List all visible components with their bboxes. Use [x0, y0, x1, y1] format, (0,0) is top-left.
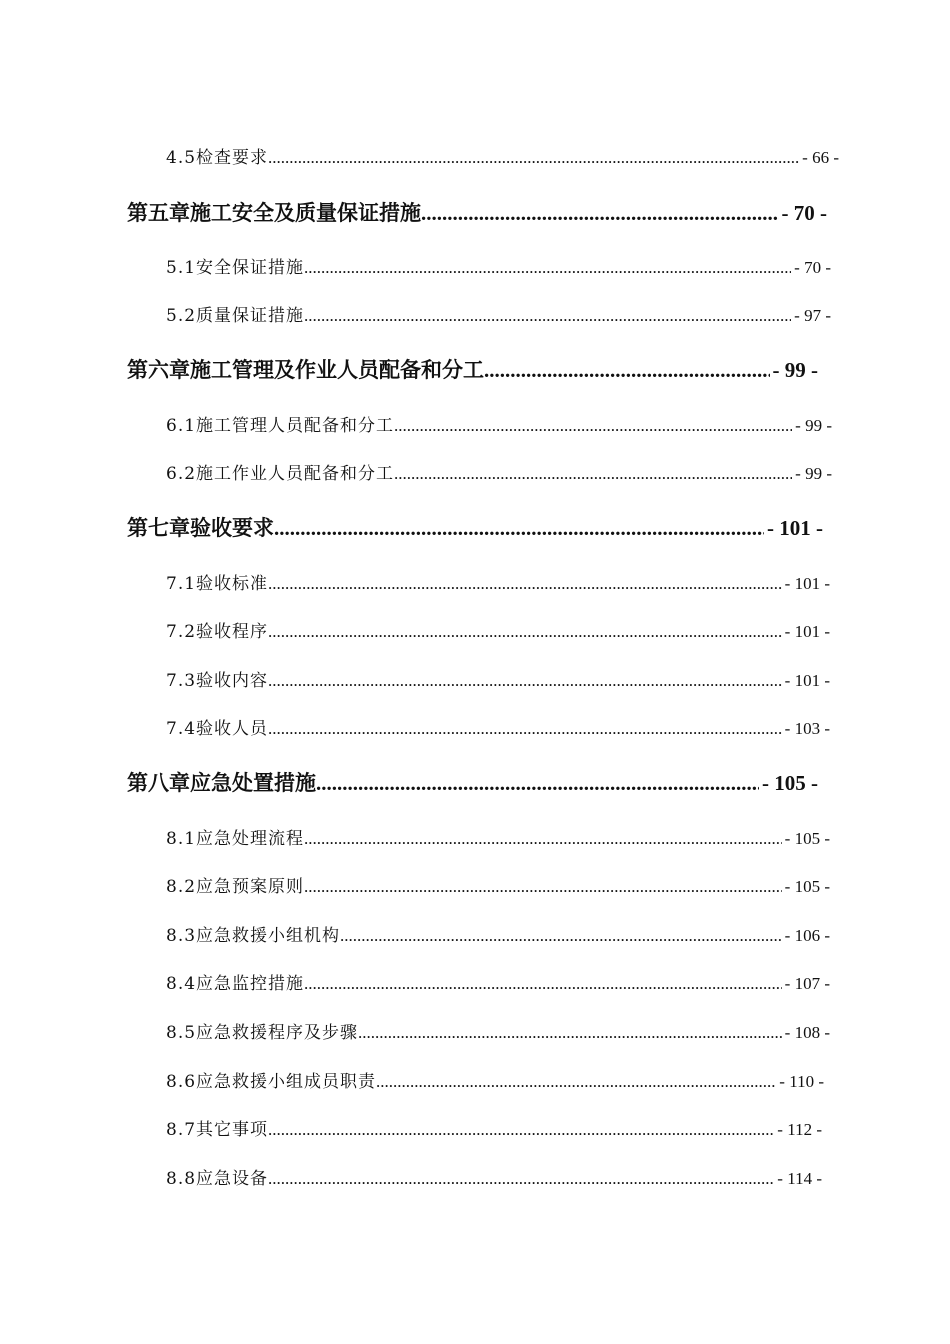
toc-chapter-number: 第五章: [127, 200, 190, 225]
toc-chapter-line[interactable]: [127, 767, 818, 797]
toc-chapter-number: 第八章: [127, 770, 190, 795]
dot-leader: [358, 1023, 782, 1043]
toc-page-number: - 99 -: [772, 358, 818, 382]
dot-leader: [394, 464, 792, 484]
toc-number: 6.2: [166, 464, 197, 484]
toc-chapter-number: 第六章: [127, 357, 190, 382]
dot-leader: [421, 201, 779, 226]
toc-number: 4.5: [166, 148, 197, 168]
toc-line[interactable]: [166, 872, 830, 897]
toc-page-number: - 70 -: [781, 201, 827, 225]
toc-chapter-title: 应急处置措施: [190, 770, 316, 795]
toc-number: 8.8: [166, 1169, 197, 1189]
toc-page-number: - 66 -: [802, 148, 839, 167]
toc-title: 应急救援小组机构: [196, 926, 341, 946]
toc-page-number: - 99 -: [795, 464, 832, 483]
toc-chapter-line[interactable]: [127, 197, 827, 227]
dot-leader: [268, 148, 799, 168]
toc-number: 5.2: [166, 306, 197, 326]
toc-page-number: - 112 -: [777, 1120, 822, 1139]
toc-line[interactable]: [166, 617, 830, 642]
toc-title: 应急监控措施: [196, 974, 305, 994]
toc-number: 8.6: [166, 1072, 197, 1092]
toc-line[interactable]: [166, 569, 830, 594]
toc-line[interactable]: [166, 714, 830, 739]
toc-page-number: - 105 -: [784, 877, 830, 896]
toc-page-number: - 70 -: [794, 258, 831, 277]
toc-title: 应急预案原则: [196, 877, 305, 897]
toc-title: 应急救援程序及步骤: [196, 1023, 359, 1043]
toc-page-number: - 114 -: [777, 1169, 822, 1188]
toc-title: 检查要求: [196, 148, 269, 168]
toc-page-number: - 101 -: [784, 671, 830, 690]
toc-title: 验收程序: [196, 622, 269, 642]
toc-number: 8.1: [166, 829, 197, 849]
toc-line[interactable]: [166, 1018, 830, 1043]
toc-number: 7.4: [166, 719, 197, 739]
toc-page-number: - 110 -: [779, 1072, 824, 1091]
toc-line[interactable]: [166, 1164, 822, 1189]
toc-number: 7.1: [166, 574, 197, 594]
dot-leader: [304, 829, 782, 849]
dot-leader: [340, 926, 782, 946]
toc-page-number: - 101 -: [784, 622, 830, 641]
toc-title: 施工作业人员配备和分工: [196, 464, 395, 484]
toc-line[interactable]: [166, 143, 839, 168]
toc-title: 应急救援小组成员职责: [196, 1072, 377, 1092]
toc-line[interactable]: [166, 1067, 824, 1092]
dot-leader: [316, 771, 759, 796]
toc-page-number: - 105 -: [762, 771, 818, 795]
toc-title: 应急处理流程: [196, 829, 305, 849]
toc-line[interactable]: [166, 921, 830, 946]
toc-title: 验收内容: [196, 671, 269, 691]
toc-line[interactable]: [166, 301, 831, 326]
dot-leader: [268, 719, 782, 739]
toc-chapter-number: 第七章: [127, 515, 190, 540]
dot-leader: [274, 516, 764, 541]
toc-page-number: - 101 -: [767, 516, 823, 540]
dot-leader: [268, 574, 782, 594]
dot-leader: [304, 877, 782, 897]
dot-leader: [376, 1072, 776, 1092]
dot-leader: [304, 258, 791, 278]
toc-chapter-line[interactable]: [127, 512, 823, 542]
toc-chapter-title: 验收要求: [190, 515, 274, 540]
toc-number: 8.7: [166, 1120, 197, 1140]
toc-page-number: - 106 -: [784, 926, 830, 945]
toc-page-number: - 103 -: [784, 719, 830, 738]
toc-line[interactable]: [166, 459, 832, 484]
toc-page-number: - 97 -: [794, 306, 831, 325]
toc-number: 7.3: [166, 671, 197, 691]
dot-leader: [268, 671, 782, 691]
toc-number: 8.3: [166, 926, 197, 946]
toc-page-number: - 99 -: [795, 416, 832, 435]
toc-page-number: - 108 -: [784, 1023, 830, 1042]
toc-line[interactable]: [166, 824, 830, 849]
toc-line[interactable]: [166, 253, 831, 278]
dot-leader: [268, 622, 782, 642]
toc-chapter-line[interactable]: [127, 354, 818, 384]
dot-leader: [304, 974, 782, 994]
dot-leader: [304, 306, 791, 326]
toc-page-number: - 105 -: [784, 829, 830, 848]
toc-title: 其它事项: [196, 1120, 269, 1140]
toc-line[interactable]: [166, 666, 830, 691]
toc-number: 8.5: [166, 1023, 197, 1043]
toc-chapter-title: 施工管理及作业人员配备和分工: [190, 357, 484, 382]
dot-leader: [484, 358, 770, 383]
toc-title: 验收人员: [196, 719, 269, 739]
toc-title: 验收标准: [196, 574, 269, 594]
toc-title: 质量保证措施: [196, 306, 305, 326]
toc-title: 应急设备: [196, 1169, 269, 1189]
toc-title: 施工管理人员配备和分工: [196, 416, 395, 436]
toc-page-number: - 107 -: [784, 974, 830, 993]
toc-line[interactable]: [166, 1115, 822, 1140]
dot-leader: [268, 1169, 774, 1189]
dot-leader: [268, 1120, 774, 1140]
toc-number: 6.1: [166, 416, 197, 436]
toc-number: 8.2: [166, 877, 197, 897]
toc-line[interactable]: [166, 411, 832, 436]
toc-number: 8.4: [166, 974, 197, 994]
toc-chapter-title: 施工安全及质量保证措施: [190, 200, 421, 225]
toc-number: 5.1: [166, 258, 197, 278]
toc-line[interactable]: [166, 969, 830, 994]
toc-title: 安全保证措施: [196, 258, 305, 278]
dot-leader: [394, 416, 792, 436]
toc-number: 7.2: [166, 622, 197, 642]
toc-page-number: - 101 -: [784, 574, 830, 593]
